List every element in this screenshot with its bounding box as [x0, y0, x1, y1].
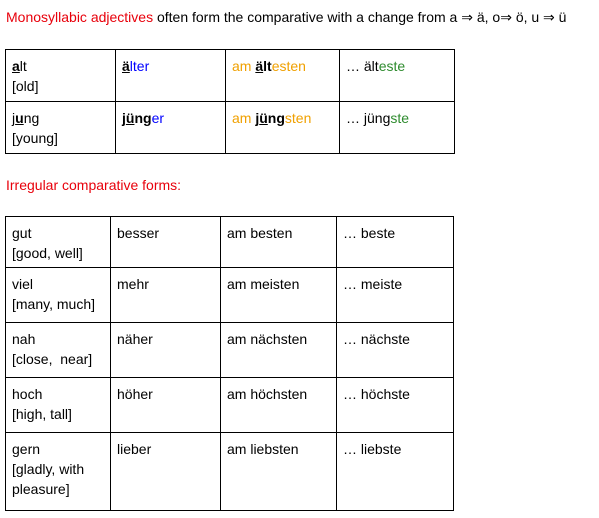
meaning: [good, well] [12, 245, 83, 261]
attributive-cell: … liebste [337, 433, 454, 511]
base-cell [6, 378, 111, 433]
table-row [6, 50, 455, 102]
attributive-cell: … meiste [337, 268, 454, 323]
table-row [6, 268, 454, 323]
attributive-cell: … nächste [337, 323, 454, 378]
meaning: [many, much] [12, 296, 95, 312]
base-cell [6, 102, 116, 154]
attributive-cell [340, 50, 455, 102]
table-row [6, 323, 454, 378]
meaning: [young] [12, 130, 58, 146]
superlative-cell: am besten [221, 217, 337, 268]
base-form: gut [12, 225, 32, 241]
base-cell [6, 50, 116, 102]
attributive-cell [340, 102, 455, 154]
comparative-cell [116, 102, 226, 154]
comparative-cell: höher [111, 378, 221, 433]
superlative-cell: am höchsten [221, 378, 337, 433]
base-cell [6, 268, 111, 323]
base-cell [6, 323, 111, 378]
attributive-prefix: … [346, 110, 364, 126]
umlaut-vowel: ä [122, 58, 130, 74]
superlative-cell [226, 50, 340, 102]
comparative-stem: ng [134, 110, 152, 126]
attributive-cell: … beste [337, 217, 454, 268]
vowel-change-table [5, 49, 455, 154]
superlative-ending: esten [271, 58, 306, 74]
base-cell [6, 217, 111, 268]
superlative-pre: j [255, 110, 260, 126]
superlative-prefix: am [232, 58, 256, 74]
base-cell [6, 433, 111, 511]
base-rest: lt [19, 58, 27, 74]
attributive-stem: ält [363, 58, 379, 74]
attributive-prefix: … [346, 58, 364, 74]
table-row [6, 433, 454, 511]
comparative-ending: er [151, 110, 165, 126]
umlaut-vowel: ü [259, 110, 268, 126]
superlative-cell [226, 102, 340, 154]
comparative-prefix: j [122, 110, 126, 126]
comparative-rest: lter [129, 58, 150, 74]
base-form: viel [12, 276, 34, 292]
attributive-ending: este [378, 58, 406, 74]
umlaut-vowel: ü [125, 110, 135, 126]
intro-sentence [6, 9, 566, 26]
base-form: gern [12, 441, 41, 457]
base-form: nah [12, 331, 36, 347]
superlative-prefix: am [232, 110, 256, 126]
attributive-cell: … höchste [337, 378, 454, 433]
table-row [6, 217, 454, 268]
umlaut-vowel: ä [255, 58, 264, 74]
meaning: [close, near] [12, 351, 93, 367]
irregular-heading: Irregular comparative forms: [6, 177, 182, 193]
table-row [6, 378, 454, 433]
comparative-cell: besser [111, 217, 221, 268]
intro-highlight: Monosyllabic adjectives [6, 9, 154, 25]
base-prefix: j [12, 110, 16, 126]
superlative-stem: ng [267, 110, 285, 126]
comparative-cell [116, 50, 226, 102]
superlative-cell: am nächsten [221, 323, 337, 378]
meaning: [old] [12, 78, 39, 94]
superlative-cell: am liebsten [221, 433, 337, 511]
stem-vowel: a [12, 58, 20, 74]
attributive-stem: jüng [363, 110, 391, 126]
stem-vowel: u [15, 110, 24, 126]
table-row [6, 102, 455, 154]
meaning: [high, tall] [12, 406, 72, 422]
base-form: hoch [12, 386, 43, 402]
meaning: [gladly, with [12, 461, 85, 477]
intro-rest: often form the comparative with a change from a ⇒ ä, o⇒ ö, u ⇒ ü [153, 9, 567, 25]
attributive-ending: ste [390, 110, 410, 126]
superlative-cell: am meisten [221, 268, 337, 323]
meaning: pleasure] [12, 481, 70, 497]
superlative-ending: sten [284, 110, 312, 126]
comparative-cell: mehr [111, 268, 221, 323]
base-rest: ng [23, 110, 40, 126]
comparative-cell: lieber [111, 433, 221, 511]
comparative-cell: näher [111, 323, 221, 378]
irregular-forms-table [5, 216, 454, 511]
superlative-stem: lt [263, 58, 272, 74]
